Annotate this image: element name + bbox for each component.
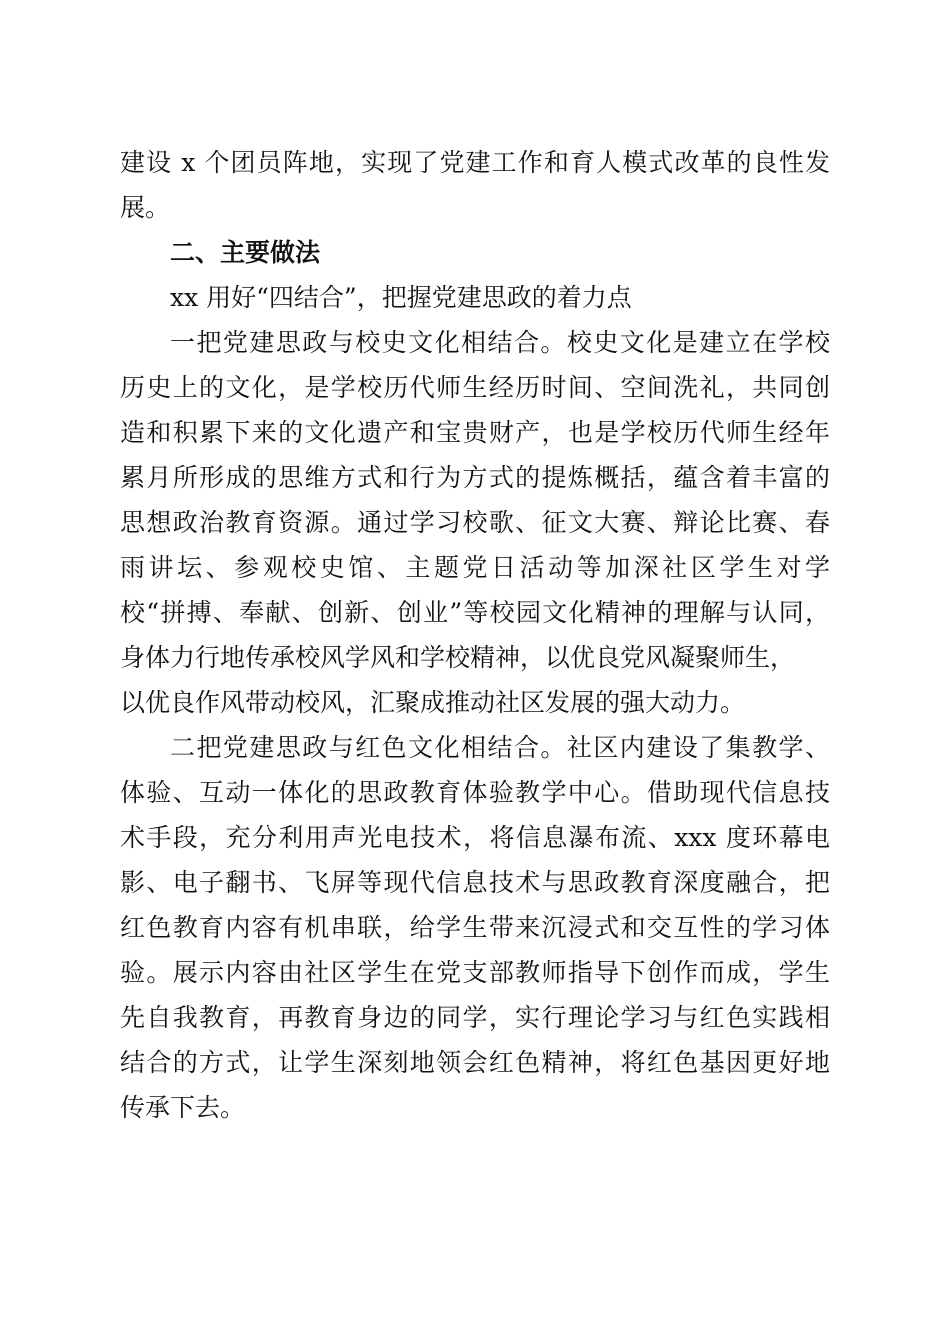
paragraph2-line-9: 传承下去。 (120, 1093, 246, 1122)
paragraph1-line-8: 身体力行地传承校风学风和学校精神，以优良党风凝聚师生， (120, 643, 796, 672)
paragraph2-line-8: 结合的方式，让学生深刻地领会红色精神，将红色基因更好地 (120, 1048, 830, 1077)
paragraph2-line-3: 术手段，充分利用声光电技术，将信息瀑布流、xxx 度环幕电 (120, 823, 830, 852)
paragraph1-line-6: 雨讲坛、参观校史馆、主题党日活动等加深社区学生对学 (120, 553, 830, 582)
section-heading: 二、主要做法 (170, 238, 321, 267)
paragraph1-line-4: 累月所形成的思维方式和行为方式的提炼概括，蕴含着丰富的 (120, 463, 830, 492)
paragraph1-line-1: 一把党建思政与校史文化相结合。校史文化是建立在学校 (170, 328, 830, 357)
paragraph1-line-3: 造和积累下来的文化遗产和宝贵财产，也是学校历代师生经年 (120, 418, 830, 447)
paragraph2-line-2: 体验、互动一体化的思政教育体验教学中心。借助现代信息技 (120, 778, 830, 807)
intro-line-2: 展。 (120, 193, 171, 222)
paragraph1-line-9: 以优良作风带动校风，汇聚成推动社区发展的强大动力。 (120, 688, 746, 717)
paragraph2-line-6: 验。展示内容由社区学生在党支部教师指导下创作而成，学生 (120, 958, 830, 987)
paragraph2-line-1: 二把党建思政与红色文化相结合。社区内建设了集教学、 (170, 733, 830, 762)
paragraph1-line-5: 思想政治教育资源。通过学习校歌、征文大赛、辩论比赛、春 (120, 508, 830, 537)
sub-heading: xx 用好“四结合”，把握党建思政的着力点 (170, 283, 632, 312)
paragraph2-line-5: 红色教育内容有机串联，给学生带来沉浸式和交互性的学习体 (120, 913, 830, 942)
paragraph1-line-7: 校“拼搏、奉献、创新、创业”等校园文化精神的理解与认同， (120, 598, 830, 627)
paragraph2-line-7: 先自我教育，再教育身边的同学，实行理论学习与红色实践相 (120, 1003, 830, 1032)
paragraph1-line-2: 历史上的文化，是学校历代师生经历时间、空间洗礼，共同创 (120, 373, 830, 402)
paragraph2-line-4: 影、电子翻书、飞屏等现代信息技术与思政教育深度融合，把 (120, 868, 830, 897)
intro-line-1: 建设 x 个团员阵地，实现了党建工作和育人模式改革的良性发 (120, 148, 830, 177)
